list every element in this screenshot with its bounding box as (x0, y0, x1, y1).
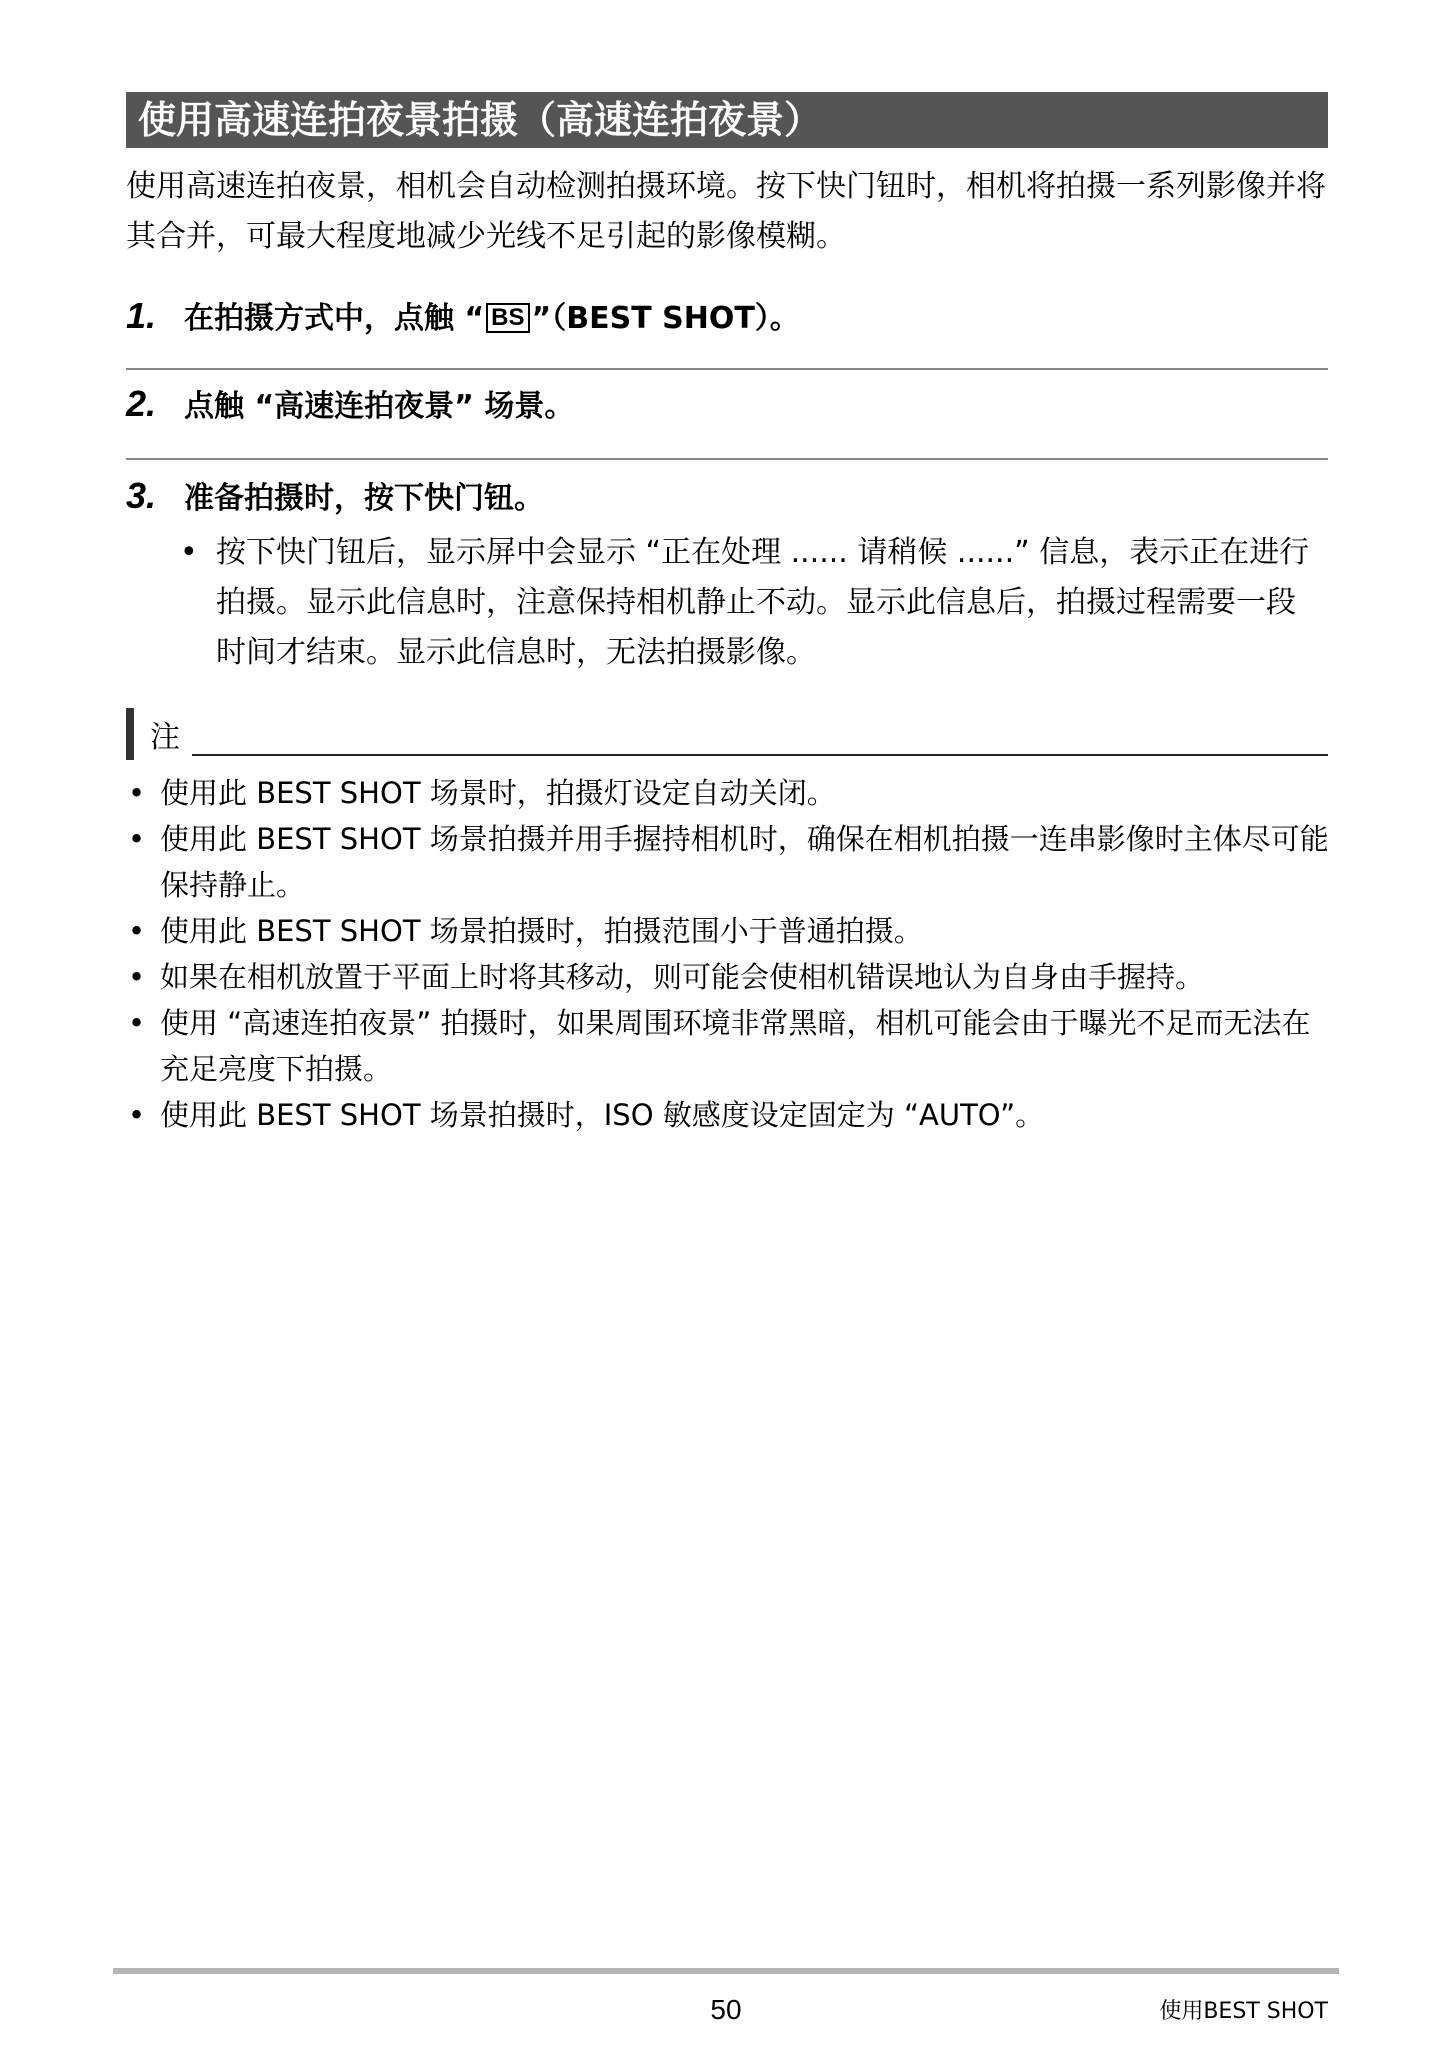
note-item (126, 816, 1336, 908)
note-item (126, 954, 1336, 1000)
bullet-dot: • (128, 914, 146, 948)
bullet-dot: • (128, 960, 146, 994)
note-text: 使用此 BEST SHOT 场景拍摄时，拍摄范围小于普通拍摄。 (160, 914, 923, 948)
step-3-bullet (180, 528, 1320, 678)
bullet-dot: • (128, 776, 146, 810)
footer-section-label: 使用BEST SHOT (1159, 1999, 1328, 2024)
step-3 (126, 474, 544, 521)
note-item (126, 1092, 1336, 1138)
step-3-number: 3. (126, 475, 157, 516)
note-text: 使用 “高速连拍夜景” 拍摄时，如果周围环境非常黑暗，相机可能会由于曝光不足而无法在充足亮度下拍摄。 (160, 1006, 1311, 1086)
step-1-number: 1. (126, 295, 157, 336)
step-divider (126, 368, 1328, 370)
step-2-text: 点触 “高速连拍夜景” 场景。 (184, 389, 575, 424)
page-number: 50 (710, 1994, 742, 2025)
note-item (126, 770, 1336, 816)
bullet-dot: • (180, 535, 198, 570)
note-label: 注 (150, 720, 180, 755)
step-divider (126, 458, 1328, 460)
note-text: 如果在相机放置于平面上时将其移动，则可能会使相机错误地认为自身由手握持。 (160, 960, 1205, 994)
note-item (126, 908, 1336, 954)
bs-icon: BS (486, 303, 529, 333)
note-item (126, 1000, 1336, 1092)
step-2-number: 2. (126, 383, 157, 424)
intro-paragraph: 使用高速连拍夜景，相机会自动检测拍摄环境。按下快门钮时，相机将拍摄一系列影像并将其合并，可最大程度地减少光线不足引起的影像模糊。 (126, 169, 1326, 254)
step-1 (126, 294, 800, 341)
step-2 (126, 382, 574, 429)
section-title: 使用高速连拍夜景拍摄（高速连拍夜景） (126, 92, 1328, 148)
note-text: 使用此 BEST SHOT 场景拍摄并用手握持相机时，确保在相机拍摄一连串影像时主体尽可能保持静止。 (160, 822, 1329, 902)
step-1-text-before: 在拍摄方式中，点触 “ (184, 301, 485, 336)
footer-rule (113, 1968, 1339, 1974)
step-3-bullet-text: 按下快门钮后，显示屏中会显示 “正在处理 ...... 请稍候 ......” 信息，表示正在进行拍摄。显示此信息时，注意保持相机静止不动。显示此信息后，拍摄过程需要一段时间才结束。显示此信息时，无法拍摄影像。 (216, 535, 1310, 670)
notes-list (126, 770, 1336, 1138)
note-text: 使用此 BEST SHOT 场景拍摄时，ISO 敏感度设定固定为 “AUTO”。 (160, 1098, 1045, 1132)
step-1-text-after: ”（BEST SHOT）。 (531, 301, 800, 336)
step-3-text: 准备拍摄时，按下快门钮。 (184, 481, 544, 516)
note-text: 使用此 BEST SHOT 场景时，拍摄灯设定自动关闭。 (160, 776, 836, 810)
note-underline (192, 754, 1328, 756)
bullet-dot: • (128, 822, 146, 856)
bullet-dot: • (128, 1006, 146, 1040)
note-marker (126, 708, 134, 760)
bullet-dot: • (128, 1098, 146, 1132)
